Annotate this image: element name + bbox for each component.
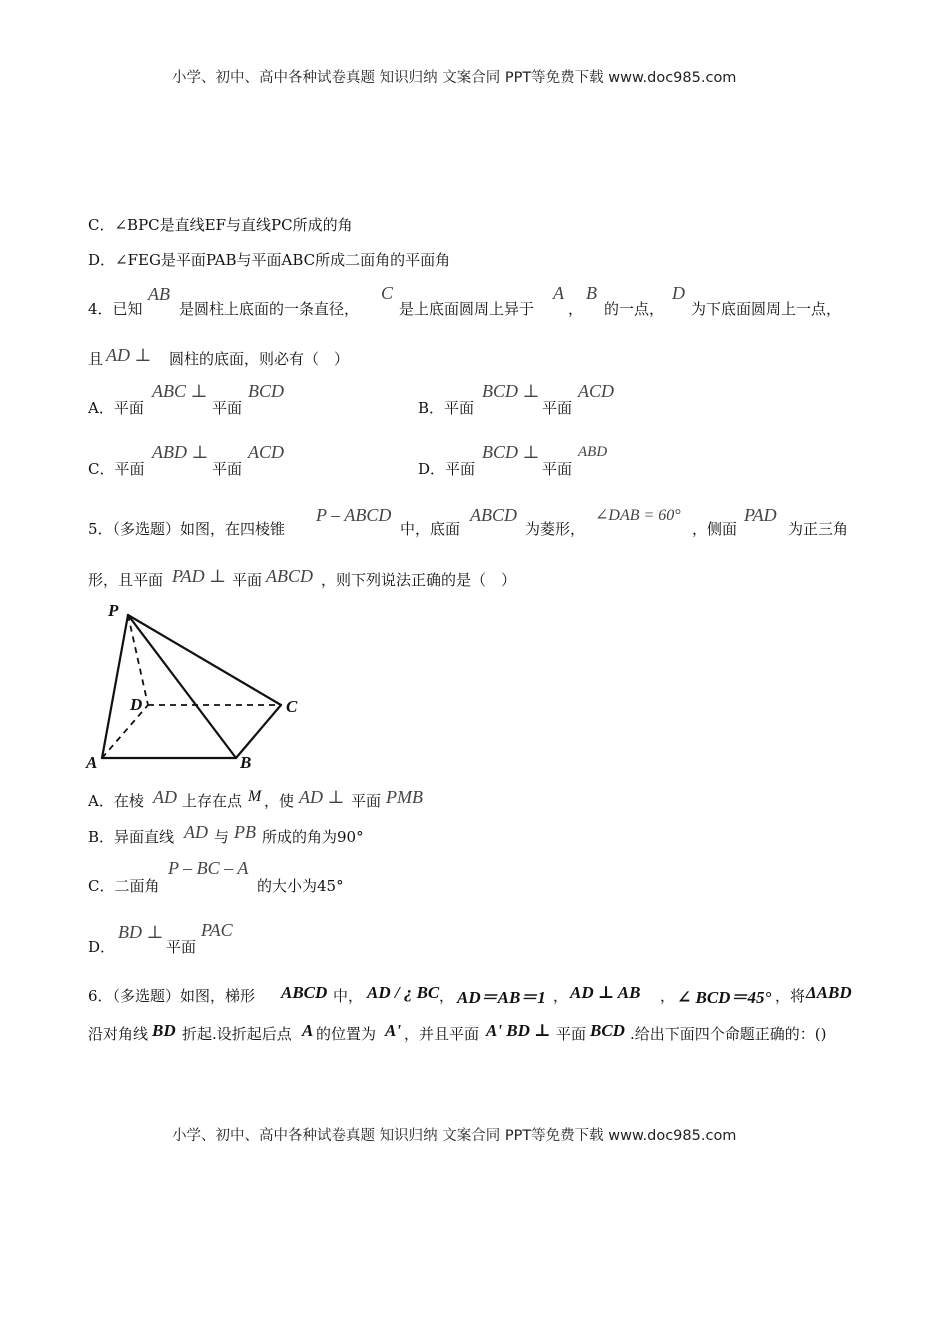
q6-text-3: ，: [439, 987, 455, 1005]
label-c: C: [286, 697, 298, 716]
q6-line2-text-4: ，并且平面: [404, 1025, 480, 1043]
q5-text-5: 为正三角: [788, 520, 849, 538]
q6-math-abcd: ABCD: [281, 983, 328, 1002]
q4-math-c: C: [381, 283, 394, 303]
q5-option-b-text-1: B．异面直线: [88, 828, 175, 846]
q4-option-a-prefix: A．平面: [88, 399, 144, 417]
q5-option-d-text-2: 平面: [166, 938, 197, 956]
q5-option-d-text-1: D．: [88, 938, 116, 956]
q5-option-b-math-pb: PB: [234, 822, 256, 842]
q6-math-bcd: BCD: [590, 1021, 625, 1040]
q4-text-2: 是圆柱上底面的一条直径，: [179, 300, 360, 318]
q5-option-c-text-2: 的大小为45°: [257, 877, 344, 895]
q4-math-ad-perp: AD ⊥: [106, 345, 152, 365]
q6-text-1: 6．（多选题）如图，梯形: [88, 987, 256, 1005]
q5-math-pad-perp: PAD ⊥: [172, 566, 227, 586]
q4-option-c-prefix: C．平面: [88, 460, 145, 478]
q5-option-a-text-1: A．在棱: [88, 792, 144, 810]
page-header: 小学、初中、高中各种试卷真题 知识归纳 文案合同 PPT等免费下载 www.doc985.com: [172, 70, 737, 86]
q6-math-plane-perp: A' BD ⊥: [486, 1021, 551, 1040]
q4-math-a: A: [553, 283, 564, 303]
q5-math-angle: ∠DAB = 60°: [595, 507, 681, 524]
q4-math-d: D: [672, 283, 685, 303]
q6-math-lengths: AD＝AB＝1: [457, 988, 546, 1007]
q5-option-d-math-pac: PAC: [201, 920, 233, 940]
q6-math-angle: ∠ BCD＝45°: [677, 988, 772, 1007]
q5-math-pyramid: P – ABCD: [316, 505, 392, 525]
q4-math-b: B: [586, 283, 597, 303]
q6-text-5: ，: [660, 987, 676, 1005]
q6-math-a-prime: A': [385, 1021, 402, 1040]
q4-text-1: 4．已知: [88, 300, 143, 318]
q4-option-c-math-1: ABD ⊥: [152, 442, 209, 462]
q4-option-a-mid: 平面: [212, 399, 243, 417]
q5-line2-text-3: ，则下列说法正确的是（ ）: [321, 571, 517, 589]
q5-option-a-text-3: ，使: [264, 792, 295, 810]
q5-math-abcd: ABCD: [470, 505, 517, 525]
q6-line2-text-2: 折起.设折起后点: [182, 1025, 292, 1043]
edge-bc: [236, 705, 281, 758]
q4-option-a-math-2: BCD: [248, 381, 284, 401]
pyramid-figure: [84, 598, 316, 776]
q6-text-4: ，: [553, 987, 569, 1005]
q4-option-b-mid: 平面: [542, 399, 573, 417]
q4-text-5: 为下底面圆周上一点，: [691, 300, 842, 318]
label-d: D: [130, 695, 143, 714]
q5-option-a-math-perp: AD ⊥: [299, 787, 345, 807]
q5-option-b-math-ad: AD: [184, 822, 208, 842]
q6-math-perp: AD ⊥ AB: [570, 983, 641, 1002]
q6-text-6: ，将: [775, 987, 806, 1005]
q5-text-3: 为菱形，: [525, 520, 586, 538]
q3-option-c: C．∠BPC是直线EF与直线PC所成的角: [88, 216, 353, 234]
q5-option-b-text-3: 所成的角为90°: [262, 828, 364, 846]
q6-line2-text-1: 沿对角线: [88, 1025, 149, 1043]
q4-option-c-math-2: ACD: [248, 442, 284, 462]
q5-option-a-math-m: M: [248, 788, 262, 805]
q4-option-b-prefix: B．平面: [418, 399, 475, 417]
q4-option-a-math-1: ABC ⊥: [152, 381, 208, 401]
q3-option-d: D．∠FEG是平面PAB与平面ABC所成二面角的平面角: [88, 251, 451, 269]
q4-option-b-math-2: ACD: [578, 381, 614, 401]
q6-line2-text-6: .给出下面四个命题正确的：(): [630, 1025, 827, 1043]
q4-text-3: 是上底面圆周上异于: [399, 300, 535, 318]
q6-math-a: A: [302, 1021, 314, 1040]
q5-option-a-text-4: 平面: [351, 792, 382, 810]
edge-pb: [128, 615, 236, 758]
q4-option-d-math-1: BCD ⊥: [482, 442, 540, 462]
edge-pc: [128, 615, 281, 705]
q5-text-1: 5．（多选题）如图，在四棱锥: [88, 520, 286, 538]
q5-option-a-text-2: 上存在点: [182, 792, 243, 810]
q5-math-abcd-2: ABCD: [266, 566, 313, 586]
q5-line2-text-2: 平面: [232, 571, 263, 589]
q4-text-4: 的一点，: [604, 300, 665, 318]
q6-text-2: 中，: [333, 987, 364, 1005]
q4-option-d-prefix: D．平面: [418, 460, 476, 478]
q4-math-ab: AB: [148, 284, 170, 304]
q5-option-c-text-1: C．二面角: [88, 877, 160, 895]
q4-line2-text-2: 圆柱的底面，则必有（ ）: [169, 350, 350, 368]
q4-comma: ，: [568, 300, 584, 318]
label-a: A: [86, 753, 98, 772]
q5-option-b-text-2: 与: [214, 828, 230, 846]
q4-option-d-math-2: ABD: [578, 444, 608, 460]
q4-line2-text-1: 且: [88, 350, 104, 368]
q6-math-bd: BD: [152, 1021, 176, 1040]
q6-line2-text-3: 的位置为: [316, 1025, 377, 1043]
q5-option-c-math: P – BC – A: [168, 858, 249, 878]
q5-text-2: 中，底面: [400, 520, 461, 538]
q6-math-parallel: AD / ¿ BC: [367, 983, 440, 1002]
q5-option-a-math-ad: AD: [153, 787, 177, 807]
q5-option-a-math-pmb: PMB: [386, 787, 423, 807]
q4-option-c-mid: 平面: [212, 460, 243, 478]
label-b: B: [240, 753, 252, 772]
q5-text-4: ，侧面: [692, 520, 738, 538]
label-p: P: [108, 601, 119, 620]
q5-line2-text-1: 形，且平面: [88, 571, 164, 589]
q6-line2-text-5: 平面: [556, 1025, 587, 1043]
q4-option-b-math-1: BCD ⊥: [482, 381, 540, 401]
q4-option-d-mid: 平面: [542, 460, 573, 478]
q5-option-d-math-bd: BD ⊥: [118, 922, 164, 942]
q5-math-pad: PAD: [744, 505, 777, 525]
page-footer: 小学、初中、高中各种试卷真题 知识归纳 文案合同 PPT等免费下载 www.doc985.com: [172, 1128, 737, 1144]
q6-math-triangle: ΔABD: [806, 983, 852, 1002]
edge-pa: [102, 615, 128, 758]
